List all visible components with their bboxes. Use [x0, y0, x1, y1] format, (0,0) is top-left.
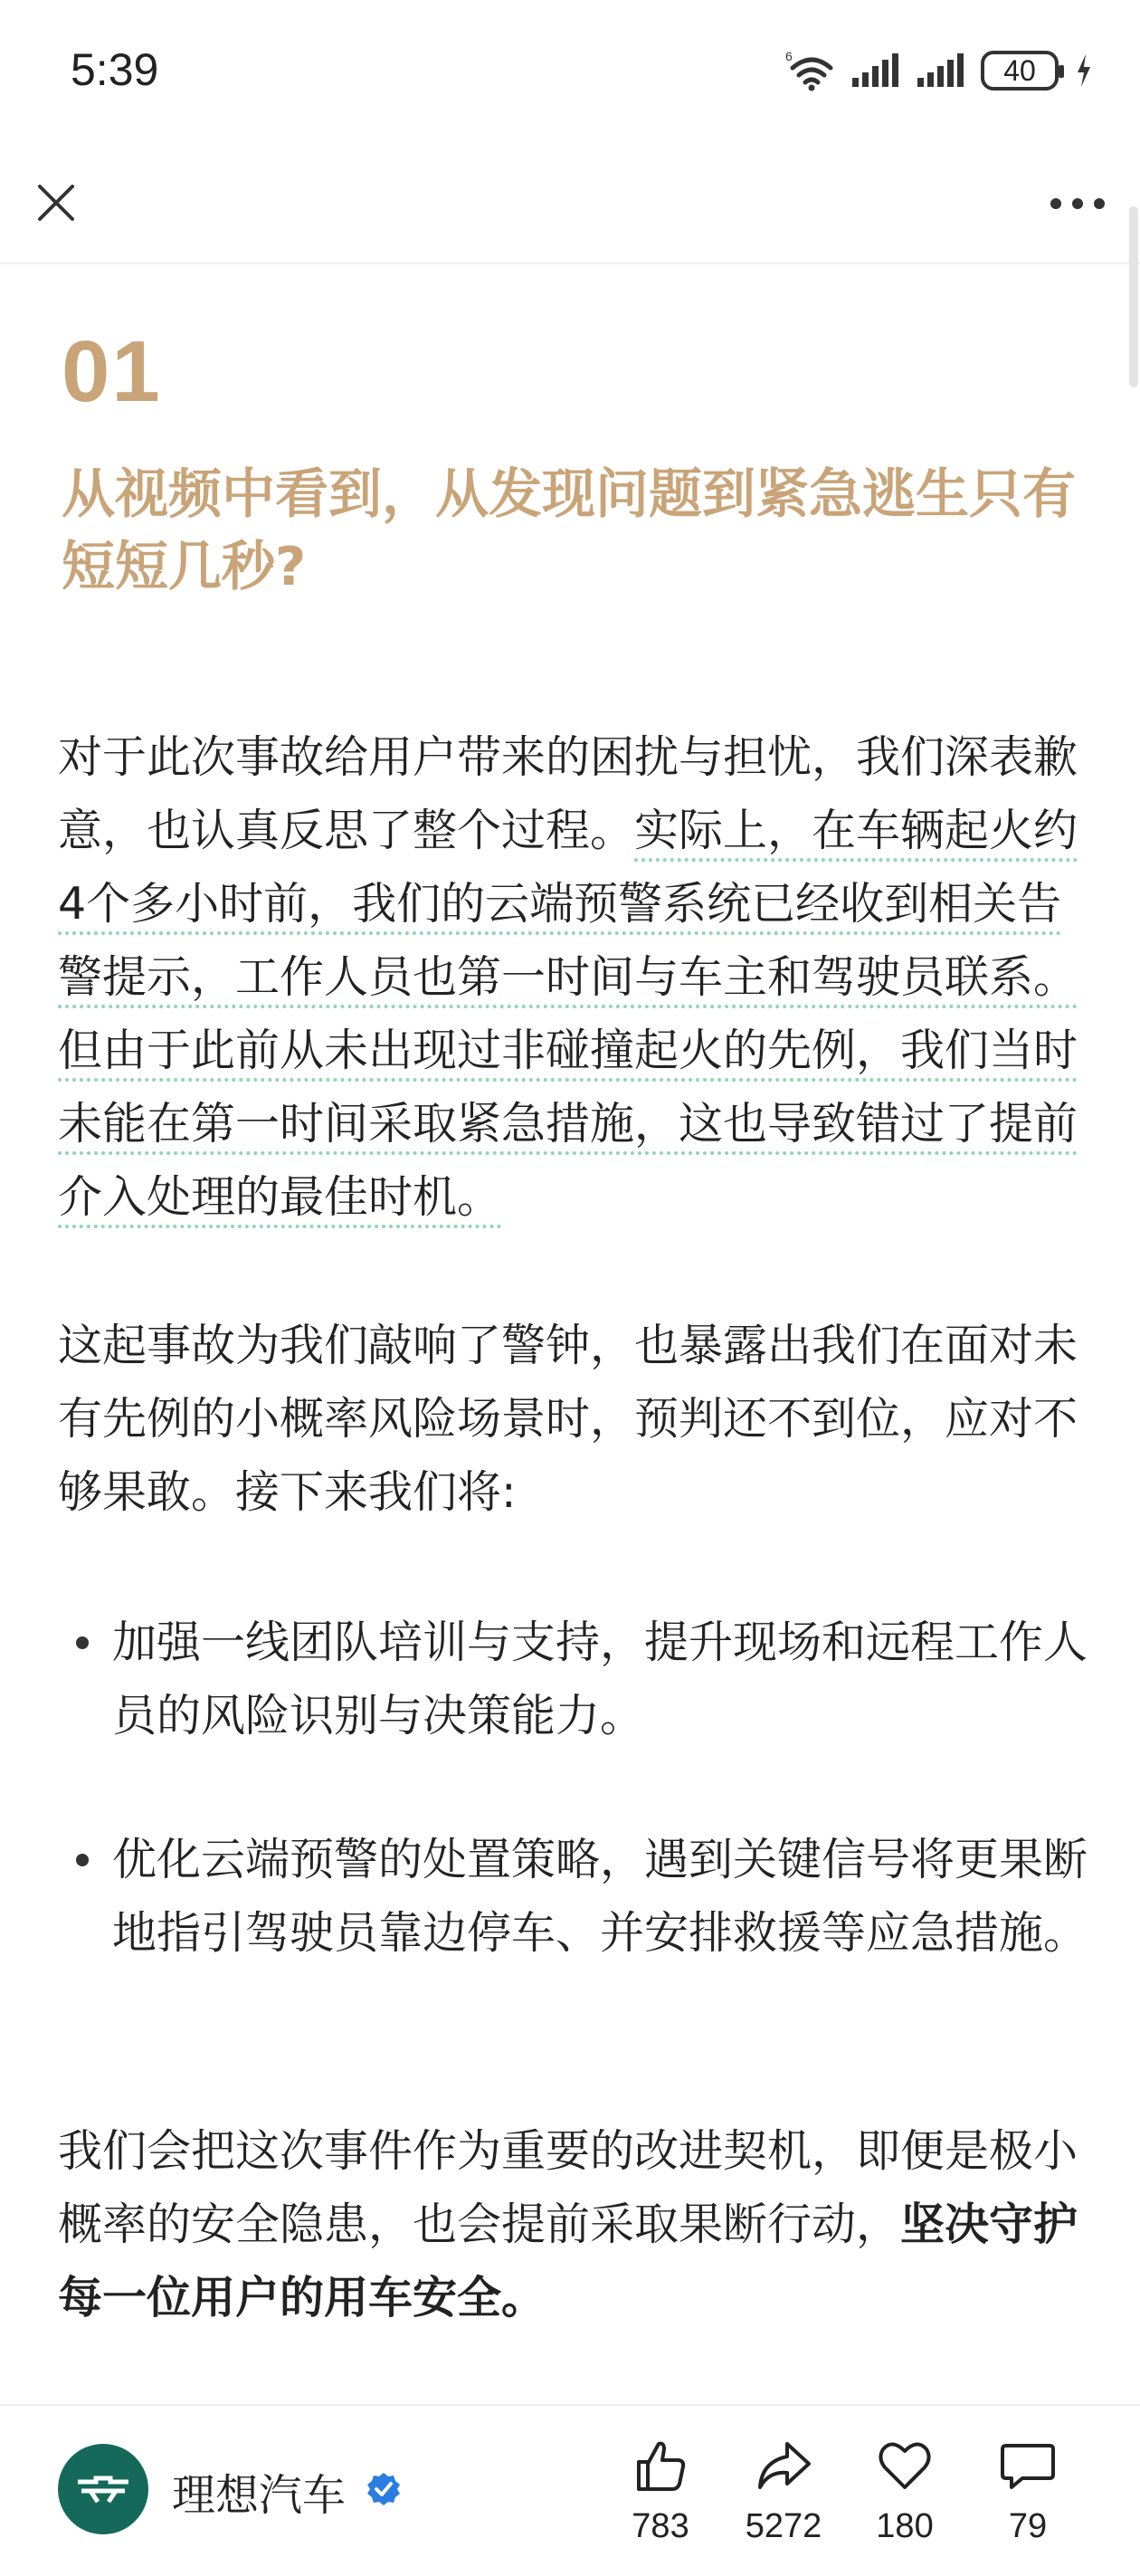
charging-icon [1075, 52, 1093, 89]
author-name[interactable]: 理想汽车 [172, 2470, 347, 2521]
verified-badge-icon [366, 2471, 402, 2507]
bottom-action-bar [0, 2404, 1140, 2576]
paragraph-apology-text: 对于此次事故给用户带来的困扰与担忧，我们深表歉意，也认真反思了整个过程。 [58, 731, 1078, 856]
heart-icon [876, 2437, 934, 2495]
commitment-bold-text: 坚决守护每一位用户的用车安全。 [58, 2199, 1078, 2323]
share-button[interactable] [720, 2437, 847, 2546]
highlighted-text[interactable]: 实际上，在车辆起火约4个多小时前，我们的云端预警系统已经收到相关告警提示，工作人员也第一时间与车主和驾驶员联系。但由于此前从未出现过非碰撞起火的先例，我们当时未能在第一时间采取紧急措施，这也导致错过了提前介入处理的最佳时机。 [58, 805, 1078, 1228]
paragraph-commitment [58, 2114, 1089, 2334]
thumbs-up-icon [632, 2437, 689, 2495]
comment-count: 79 [1008, 2507, 1048, 2545]
bullet-dot [58, 1606, 112, 1752]
like-count: 783 [632, 2507, 689, 2545]
avatar[interactable] [58, 2444, 148, 2534]
battery-indicator: 40 [981, 51, 1059, 91]
commitment-text: 我们会把这次事件作为重要的改进契机，即便是极小概率的安全隐患，也会提前采取果断行动， [58, 2125, 1078, 2250]
paragraph-lessons: 这起事故为我们敲响了警钟，也暴露出我们在面对未有先例的小概率风险场景时，预判还不到位，应对不够果敢。接下来我们将: [58, 1320, 1078, 1518]
bullet-dot [58, 1823, 112, 1970]
signal-icon [850, 52, 899, 89]
list-item-text: 加强一线团队培训与支持，提升现场和远程工作人员的风险识别与决策能力。 [112, 1617, 1088, 1741]
share-count: 5272 [745, 2507, 822, 2545]
network-type-label: 6 [785, 50, 793, 63]
status-time: 5:39 [71, 44, 159, 95]
comment-button[interactable] [964, 2437, 1091, 2546]
paragraph-apology [58, 720, 1089, 1234]
like-button[interactable] [597, 2437, 724, 2546]
share-icon [755, 2437, 812, 2495]
list-item-text: 优化云端预警的处置策略，遇到关键信号将更果断地指引驾驶员靠边停车、并安排救援等应急措施。 [112, 1834, 1088, 1959]
scrollbar[interactable] [1129, 206, 1138, 387]
more-icon [1050, 197, 1106, 210]
section-number: 01 [62, 323, 162, 420]
section-title: 从视频中看到，从发现问题到紧急逃生只有短短几秒? [62, 463, 1077, 597]
brand-logo-icon [74, 2471, 132, 2507]
status-icons [785, 45, 1093, 96]
status-bar [0, 0, 1140, 145]
close-button[interactable] [25, 172, 87, 234]
wifi-icon [785, 50, 834, 91]
close-icon [34, 181, 78, 224]
signal-icon-2 [916, 52, 964, 89]
top-toolbar [0, 145, 1140, 264]
favorite-button[interactable] [841, 2437, 968, 2546]
more-options-button[interactable] [1046, 181, 1109, 226]
list-item [58, 1606, 1089, 1752]
favorite-count: 180 [876, 2507, 934, 2545]
comment-icon [999, 2437, 1057, 2495]
list-item [58, 1823, 1089, 1970]
